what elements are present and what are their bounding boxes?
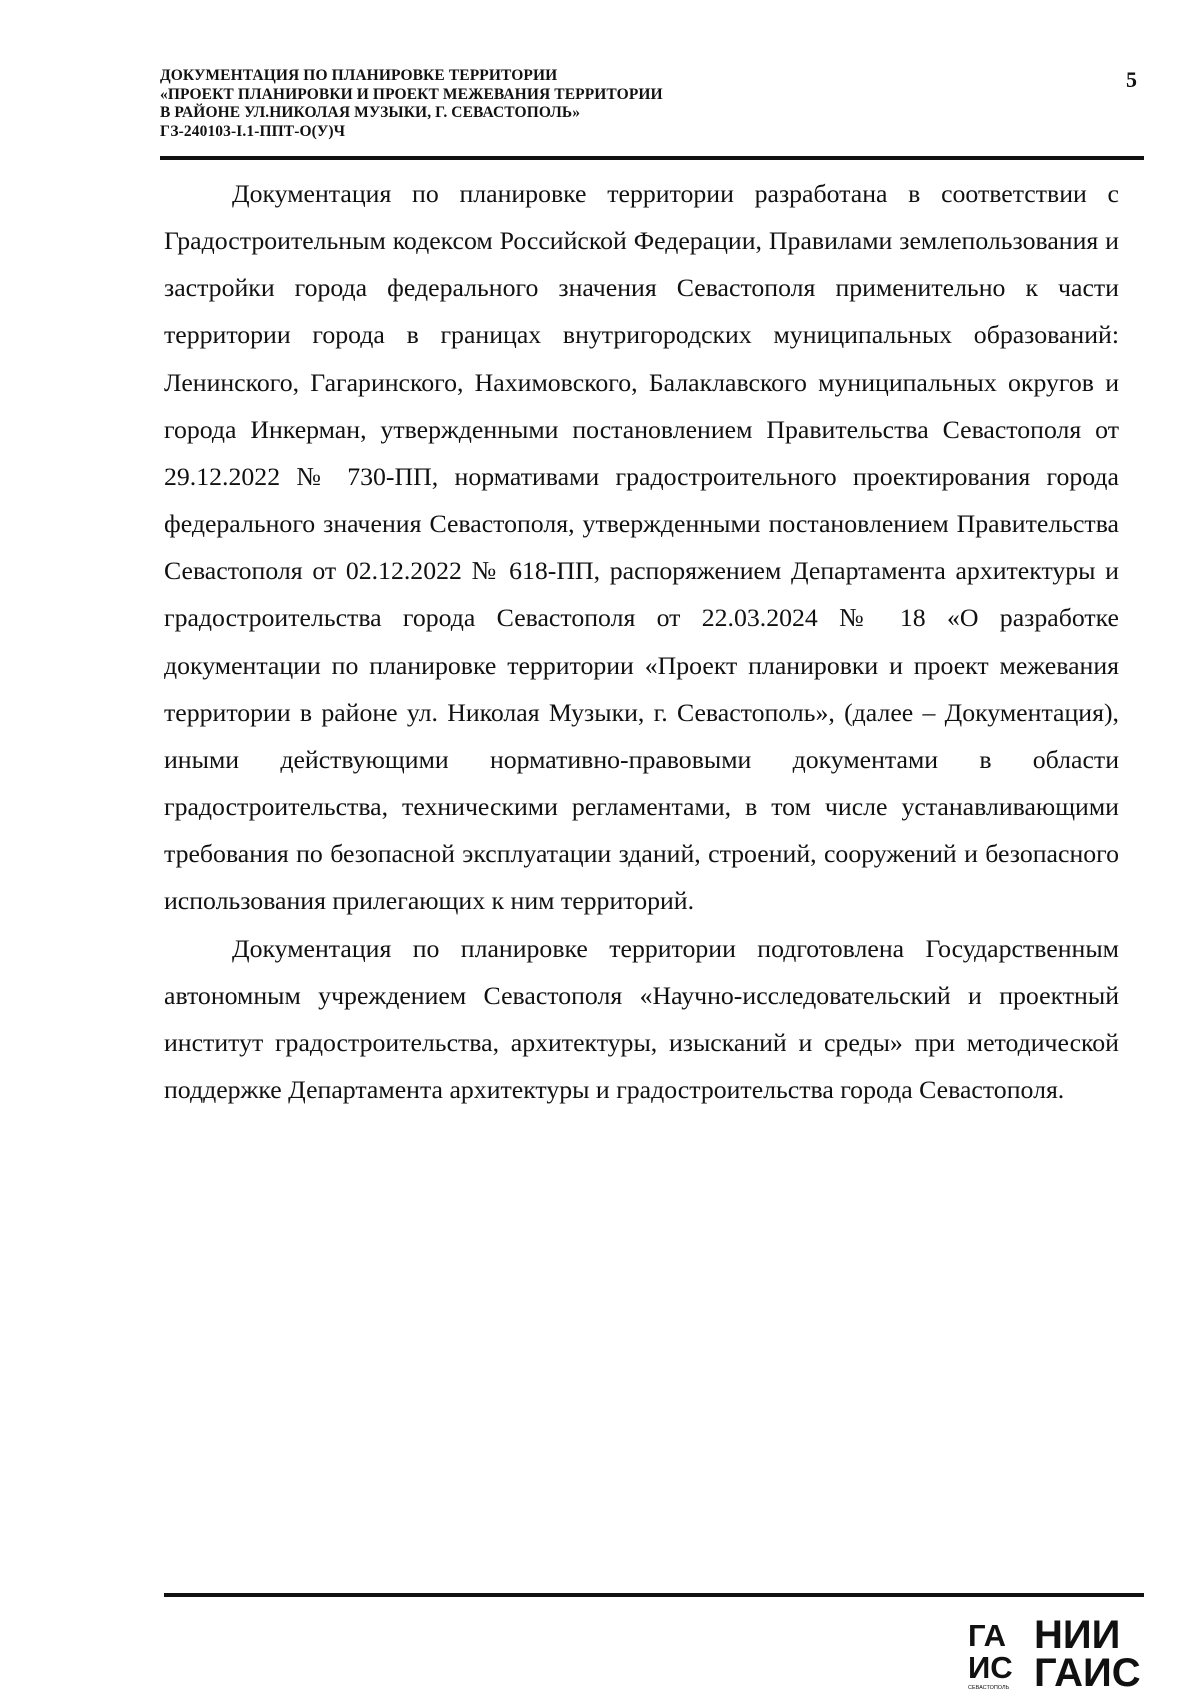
nii-gais-logo	[966, 1612, 1146, 1692]
svg-text:ИС: ИС	[968, 1650, 1013, 1685]
header-title-line-1: ДОКУМЕНТАЦИЯ ПО ПЛАНИРОВКЕ ТЕРРИТОРИИ	[160, 67, 558, 84]
document-code: ГЗ-240103-I.1-ППТ-О(У)Ч	[160, 122, 346, 140]
logo-name-line-1: НИИ	[1034, 1613, 1121, 1657]
paragraph-2: Документация по планировке территории подготовлена Государственным автономным учреждением Севастополя «Научно-исследовательский и проектный институт градостроительства, архитектуры, изысканий и среды» при методической поддержке Департамента архитектуры и градостроительства города Севастополя.	[164, 933, 1119, 1104]
svg-text:ГА: ГА	[968, 1618, 1007, 1653]
header-title-line-2: «ПРОЕКТ ПЛАНИРОВКИ И ПРОЕКТ МЕЖЕВАНИЯ ТЕРРИТОРИИ	[160, 85, 663, 103]
page-number: 5	[1126, 67, 1137, 92]
logo-graphic	[966, 1612, 1146, 1692]
logo-name-line-2: ГАИС	[1034, 1651, 1141, 1692]
paragraph-1: Документация по планировке территории разработана в соответствии с Градостроительным кодексом Российской Федерации, Правилами землепользования и застройки города федерального значения Севастополя применительно к части территории города в границах внутригородских муниципальных образований: Ленинского, Гагаринского, Нахимовского, Балаклавского муниципальных округов и города Инкерман, утвержденными постановлением Правительства Севастополя от 29.12.2022 № 730-ПП, нормативами градостроительного проектирования города федерального значения Севастополя, утвержденными постановлением Правительства Севастополя от 02.12.2022 № 618-ПП, распоряжением Департамента архитектуры и градостроительства города Севастополя от 22.03.2024 № 18 «О разработке документации по планировке территории «Проект планировки и проект межевания территории в районе ул. Николая Музыки, г. Севастополь», (далее – Документация), иными действующими нормативно-правовыми документами в области градостроительства, техническими регламентами, в том числе устанавливающими требования по безопасной эксплуатации зданий, строений, сооружений и безопасного использования прилегающих к ним территорий.	[164, 179, 1119, 916]
document-body	[164, 170, 1119, 1113]
footer-divider	[164, 1593, 1144, 1597]
logo-mark-icon	[968, 1618, 1013, 1691]
svg-text:СЕВАСТОПОЛЬ: СЕВАСТОПОЛЬ	[968, 1685, 1010, 1691]
document-header	[160, 67, 1040, 141]
header-title-line-3: В РАЙОНЕ УЛ.НИКОЛАЯ МУЗЫКИ, Г. СЕВАСТОПОЛЬ»	[160, 104, 581, 121]
header-divider	[160, 156, 1144, 160]
